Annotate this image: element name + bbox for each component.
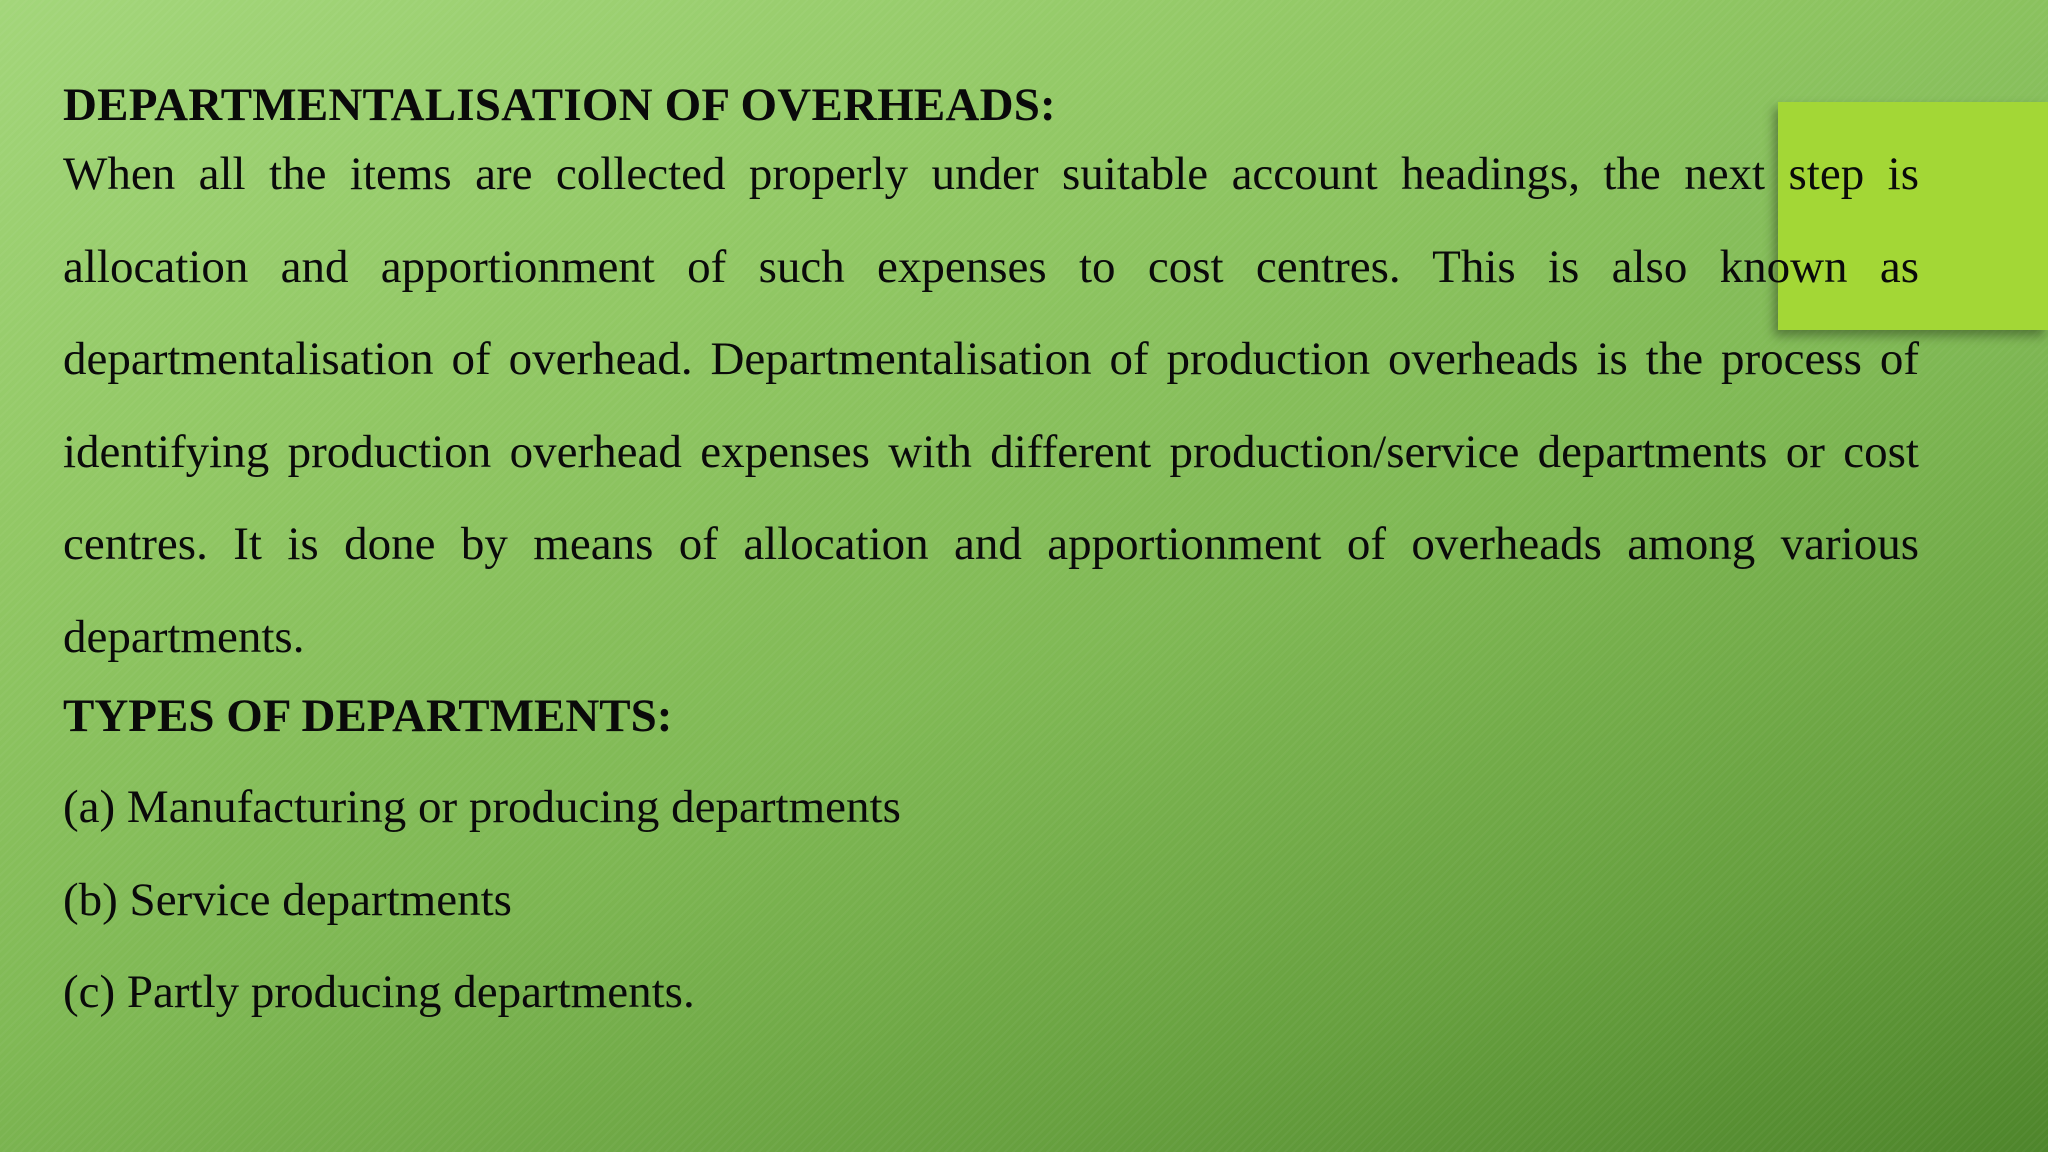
slide-heading: DEPARTMENTALISATION OF OVERHEADS: <box>63 79 1056 131</box>
slide-content <box>63 70 1919 1039</box>
list-item: (a) Manufacturing or producing departments <box>63 781 901 833</box>
body-paragraph: When all the items are collected properly under suitable account headings, the next step is allocation and apportionment of such expenses to cost centres. This is also known as departmentalisation of overhead. Departmentalisation of production overheads is the process of identifying production overhead expenses with different production/service departments or cost centres. It is done by means of allocation and apportionment of overheads among various departments. <box>63 148 1919 663</box>
types-heading: TYPES OF DEPARTMENTS: <box>63 690 673 742</box>
types-list <box>63 761 1919 1039</box>
list-item: (b) Service departments <box>63 873 512 926</box>
list-item: (c) Partly producing departments. <box>63 966 695 1018</box>
